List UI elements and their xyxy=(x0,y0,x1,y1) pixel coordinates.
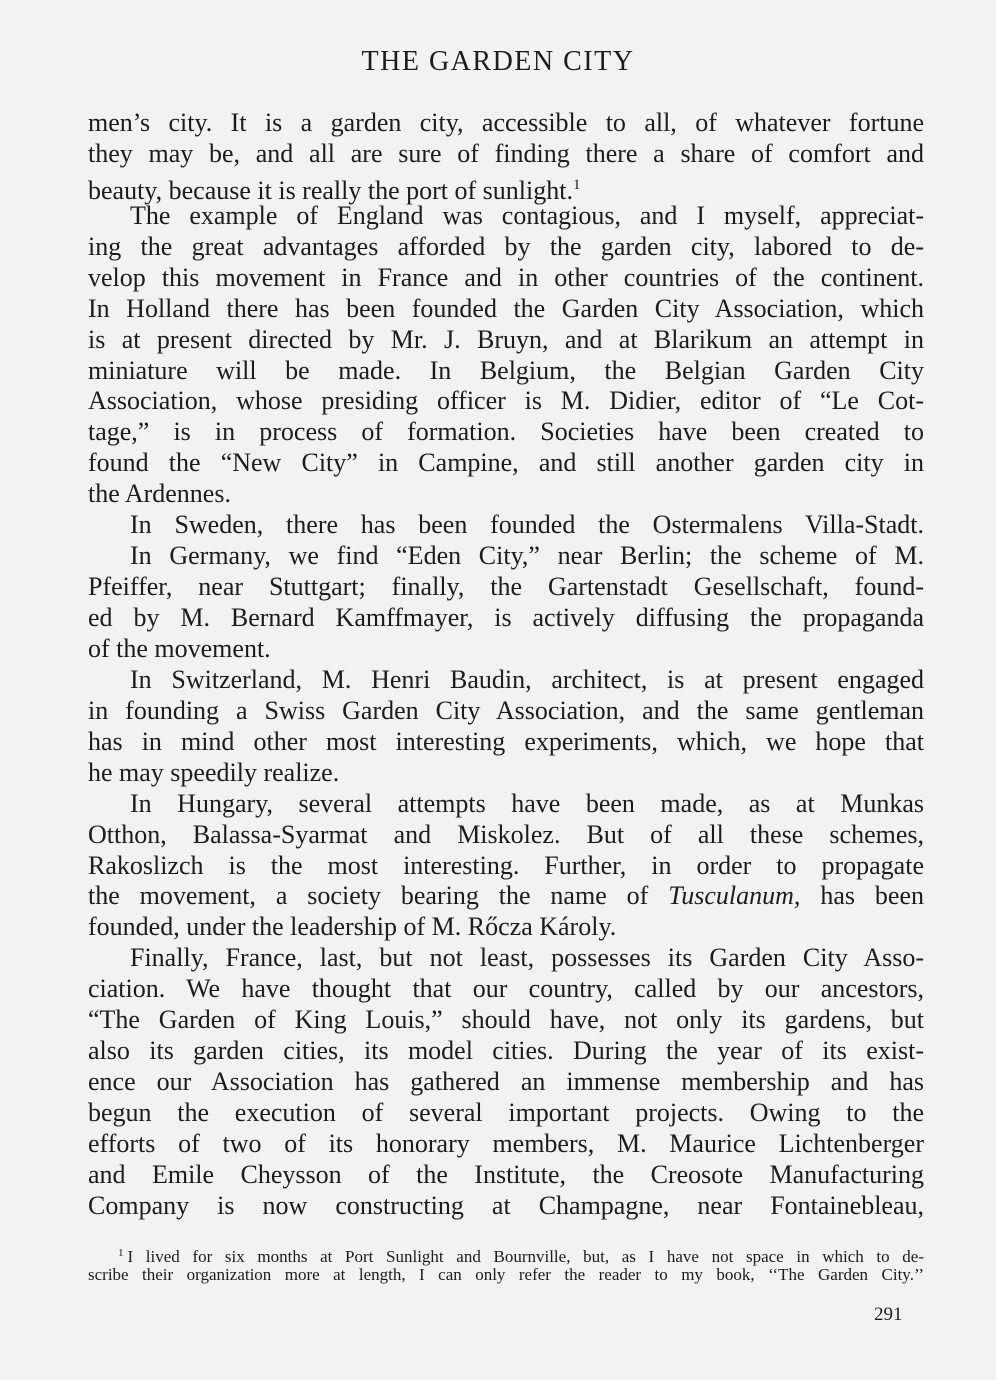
text-line xyxy=(88,294,924,325)
footnote-text: I lived for six months at Port Sunlight and Bournville, but, as I have not space in which to de- xyxy=(127,1247,924,1266)
text-line xyxy=(88,170,924,205)
line-text: ence our Association has gathered an immense membership and has xyxy=(88,1067,924,1097)
text-line xyxy=(88,912,924,943)
text-line xyxy=(88,881,924,912)
line-text: In Holland there has been founded the Garden City Association, which xyxy=(88,293,924,323)
text-line xyxy=(88,1098,924,1129)
text-line xyxy=(88,356,924,387)
footnote-marker: 1 xyxy=(118,1247,124,1259)
line-text: and Emile Cheysson of the Institute, the Creosote Manufacturing xyxy=(88,1159,924,1189)
text-line xyxy=(88,1036,924,1067)
text-line xyxy=(88,479,924,510)
line-text: men’s city. It is a garden city, accessible to all, of whatever fortune xyxy=(88,108,924,137)
line-text: miniature will be made. In Belgium, the Belgian Garden City xyxy=(88,355,924,385)
footnote xyxy=(88,1243,924,1285)
text-line xyxy=(88,1067,924,1098)
text-line xyxy=(88,634,924,665)
text-line xyxy=(88,572,924,603)
line-text: beauty, because it is really the port of sunlight. xyxy=(88,175,573,205)
line-text: he may speedily realize. xyxy=(88,757,340,787)
text-line xyxy=(88,1005,924,1036)
line-text: the movement, a society bearing the name of xyxy=(88,881,669,911)
text-line xyxy=(88,448,924,479)
line-text: In Germany, we find “Eden City,” near Berlin; the scheme of M. xyxy=(130,541,924,571)
line-text: has in mind other most interesting experiments, which, we hope that xyxy=(88,726,924,756)
text-line xyxy=(88,541,924,572)
line-text: ing the great advantages afforded by the garden city, labored to de- xyxy=(88,231,924,261)
line-text: also its garden cities, its model cities. During the year of its exist- xyxy=(88,1036,924,1066)
line-text: is at present directed by Mr. J. Bruyn, and at Blarikum an attempt in xyxy=(88,324,924,354)
line-text: the Ardennes. xyxy=(88,479,231,509)
text-line xyxy=(88,417,924,448)
text-line xyxy=(88,974,924,1005)
line-text: Finally, France, last, but not least, possesses its Garden City Asso- xyxy=(130,943,924,973)
text-line xyxy=(88,696,924,727)
line-text: The example of England was contagious, and I myself, appreciat- xyxy=(130,200,924,230)
text-line xyxy=(88,1160,924,1191)
line-text: found the “New City” in Campine, and still another garden city in xyxy=(88,448,924,478)
line-text: In Switzerland, M. Henri Baudin, architect, is at present engaged xyxy=(130,664,924,694)
text-line xyxy=(88,820,924,851)
text-line xyxy=(88,232,924,263)
text-line xyxy=(88,603,924,634)
text-line xyxy=(88,758,924,789)
footnote-reference[interactable]: 1 xyxy=(572,176,581,193)
footnote-text: scribe their organization more at length, I can only refer the reader to my book, ‘‘The Garden City.’’ xyxy=(88,1265,924,1284)
line-text: Association, whose presiding officer is M. Didier, editor of “Le Cot- xyxy=(88,386,924,416)
line-text: has been xyxy=(800,881,924,911)
running-head: THE GARDEN CITY xyxy=(361,46,635,77)
text-line xyxy=(88,201,924,232)
footnote-line xyxy=(88,1243,924,1264)
text-line xyxy=(88,727,924,758)
line-text: they may be, and all are sure of finding there a share of comfort and xyxy=(88,138,924,168)
italic-text: Tusculanum, xyxy=(668,881,801,911)
line-text: Otthon, Balassa-Syarmat and Miskolez. But of all these schemes, xyxy=(88,819,924,849)
line-text: Rakoslizch is the most interesting. Further, in order to propagate xyxy=(88,850,924,880)
line-text: “The Garden of King Louis,” should have, not only its gardens, but xyxy=(88,1005,924,1035)
line-text: Pfeiffer, near Stuttgart; finally, the Gartenstadt Gesellschaft, found- xyxy=(88,572,924,602)
text-line xyxy=(88,325,924,356)
line-text: in founding a Swiss Garden City Association, and the same gentleman xyxy=(88,695,924,725)
text-line xyxy=(88,943,924,974)
text-line xyxy=(88,851,924,882)
line-text: ciation. We have thought that our country, called by our ancestors, xyxy=(88,974,924,1004)
text-line xyxy=(88,108,924,139)
line-text: ed by M. Bernard Kamffmayer, is actively diffusing the propaganda xyxy=(88,603,924,632)
line-text: begun the execution of several important projects. Owing to the xyxy=(88,1098,924,1127)
text-line xyxy=(88,139,924,170)
line-text: Company is now constructing at Champagne, near Fontainebleau, xyxy=(88,1190,924,1220)
body-text xyxy=(88,108,924,1222)
line-text: tage,” is in process of formation. Societies have been created to xyxy=(88,417,924,447)
line-text: of the movement. xyxy=(88,633,271,663)
text-line xyxy=(88,665,924,696)
text-line xyxy=(88,789,924,820)
page-number: 291 xyxy=(874,1304,903,1325)
line-text: In Hungary, several attempts have been made, as at Munkas xyxy=(130,788,924,818)
line-text: efforts of two of its honorary members, M. Maurice Lichtenberger xyxy=(88,1128,924,1158)
text-line xyxy=(88,510,924,541)
text-line xyxy=(88,263,924,294)
text-line xyxy=(88,1191,924,1222)
line-text: velop this movement in France and in other countries of the continent. xyxy=(88,262,924,292)
line-text: In Sweden, there has been founded the Ostermalens Villa-Stadt. xyxy=(130,510,924,540)
footnote-line xyxy=(88,1264,924,1285)
text-line xyxy=(88,386,924,417)
text-line xyxy=(88,1129,924,1160)
line-text: founded, under the leadership of M. Rőcza Károly. xyxy=(88,912,617,942)
